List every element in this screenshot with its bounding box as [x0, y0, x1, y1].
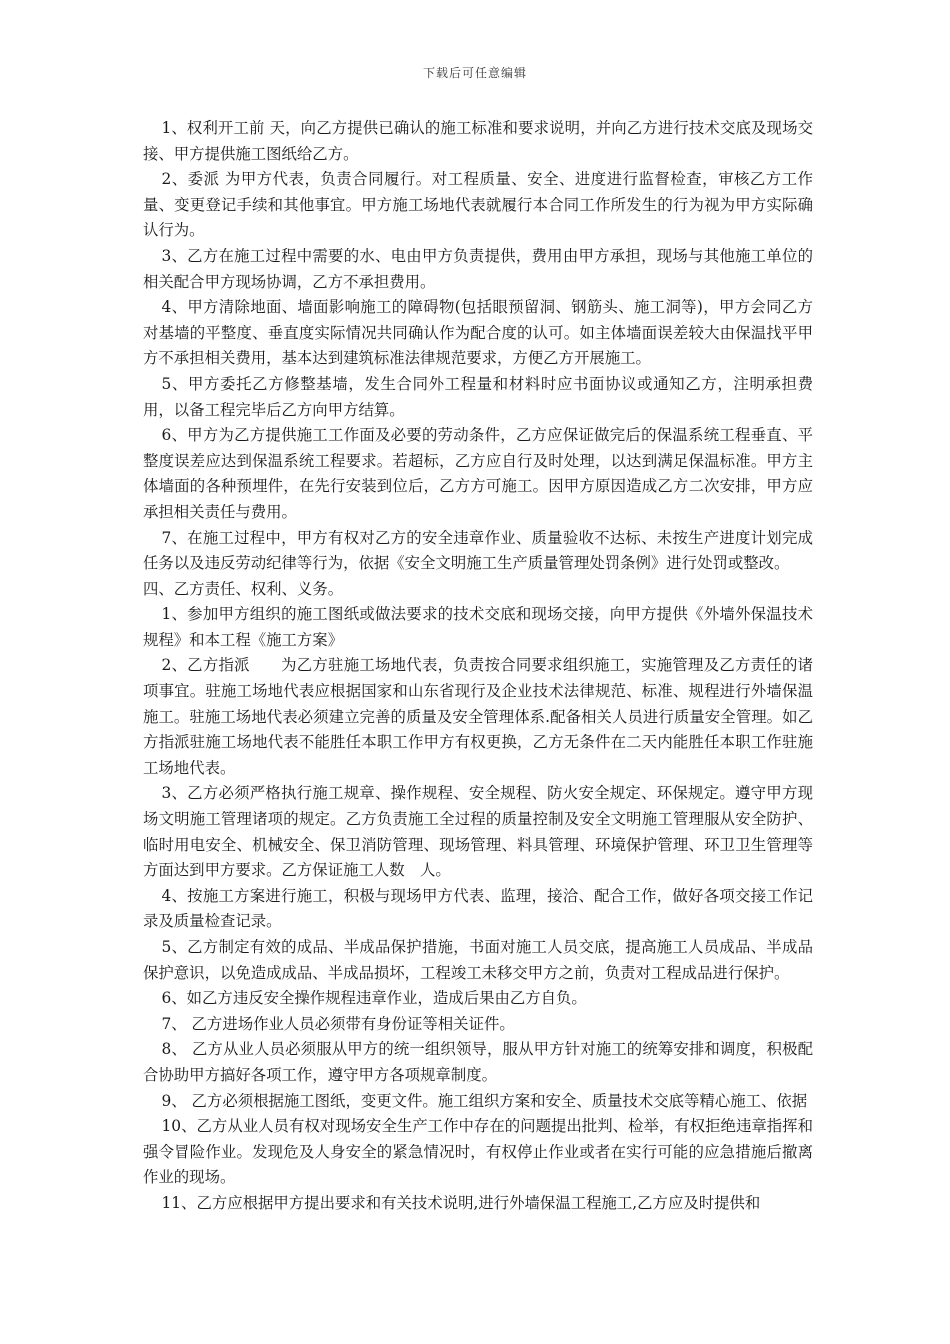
document-body	[143, 116, 813, 1217]
paragraph-clause-2: 2、委派 为甲方代表，负责合同履行。对工程质量、安全、进度进行监督检查，审核乙方工作量、变更登记手续和其他事宜。甲方施工场地代表就履行本合同工作所发生的行为视为甲方实际确认行为。	[143, 170, 813, 240]
paragraph-obligation-6: 6、如乙方违反安全操作规程违章作业，造成后果由乙方自负。	[161, 989, 587, 1008]
paragraph-clause-5: 5、甲方委托乙方修整基墙，发生合同外工程量和材料时应书面协议或通知乙方，注明承担费用，以备工程完毕后乙方向甲方结算。	[143, 374, 813, 419]
paragraph-obligation-2: 2、乙方指派 为乙方驻施工场地代表，负责按合同要求组织施工，实施管理及乙方责任的诸项事宜。驻施工场地代表应根据国家和山东省现行及企业技术法律规范、标准、规程进行外墙保温施工。驻施工场地代表必须建立完善的质量及安全管理体系.配备相关人员进行质量安全管理。如乙方指派驻施工场地代表不能胜任本职工作甲方有权更换，乙方无条件在二天内能胜任本职工作驻施工场地代表。	[143, 656, 813, 777]
paragraph-clause-7: 7、在施工过程中，甲方有权对乙方的安全违章作业、质量验收不达标、未按生产进度计划完成任务以及违反劳动纪律等行为，依据《安全文明施工生产质量管理处罚条例》进行处罚或整改。	[143, 528, 813, 573]
paragraph-obligation-10: 10、乙方从业人员有权对现场安全生产工作中存在的问题提出批判、检举，有权拒绝违章指挥和强令冒险作业。发现危及人身安全的紧急情况时，有权停止作业或者在实行可能的应急措施后撤离作业的现场。	[143, 1117, 813, 1187]
paragraph-clause-3: 3、乙方在施工过程中需要的水、电由甲方负责提供，费用由甲方承担，现场与其他施工单位的相关配合甲方现场协调，乙方不承担费用。	[143, 246, 813, 291]
section-heading: 四、乙方责任、权利、义务。	[143, 579, 344, 598]
paragraph-obligation-8: 8、 乙方从业人员必须服从甲方的统一组织领导，服从甲方针对施工的统筹安排和调度，积极配合协助甲方搞好各项工作，遵守甲方各项规章制度。	[143, 1040, 813, 1084]
paragraph-obligation-7: 7、 乙方进场作业人员必须带有身份证等相关证件。	[161, 1014, 515, 1033]
paragraph-obligation-4: 4、按施工方案进行施工，积极与现场甲方代表、监理，接洽、配合工作，做好各项交接工作记录及质量检查记录。	[143, 886, 813, 931]
paragraph-clause-4: 4、甲方清除地面、墙面影响施工的障碍物(包括眼预留洞、钢筋头、施工洞等)，甲方会同乙方对基墙的平整度、垂直度实际情况共同确认作为配合度的认可。如主体墙面误差较大由保温找平甲方不承担相关费用，基本达到建筑标准法律规范要求，方便乙方开展施工。	[143, 298, 813, 368]
paragraph-obligation-11: 11、乙方应根据甲方提出要求和有关技术说明,进行外墙保温工程施工,乙方应及时提供和	[161, 1193, 761, 1212]
paragraph-obligation-5: 5、乙方制定有效的成品、半成品保护措施，书面对施工人员交底，提高施工人员成品、半成品保护意识，以免造成成品、半成品损坏，工程竣工未移交甲方之前，负责对工程成品进行保护。	[143, 938, 813, 982]
paragraph-clause-6: 6、甲方为乙方提供施工工作面及必要的劳动条件，乙方应保证做完后的保温系统工程垂直、平整度误差应达到保温系统工程要求。若超标，乙方应自行及时处理，以达到满足保温标准。甲方主体墙面的各种预埋件，在先行安装到位后，乙方方可施工。因甲方原因造成乙方二次安排，甲方应承担相关责任与费用。	[143, 426, 813, 521]
paragraph-clause-1: 1、权利开工前 天，向乙方提供已确认的施工标准和要求说明，并向乙方进行技术交底及现场交接、甲方提供施工图纸给乙方。	[143, 119, 813, 163]
paragraph-obligation-3: 3、乙方必须严格执行施工规章、操作规程、安全规程、防火安全规定、环保规定。遵守甲方现场文明施工管理诸项的规定。乙方负责施工全过程的质量控制及安全文明施工管理服从安全防护、临时用电安全、机械安全、保卫消防管理、现场管理、料具管理、环境保护管理、环卫卫生管理等方面达到甲方要求。乙方保证施工人数 人。	[143, 784, 813, 880]
paragraph-obligation-9: 9、 乙方必须根据施工图纸，变更文件。施工组织方案和安全、质量技术交底等精心施工、依据	[161, 1091, 808, 1110]
paragraph-obligation-1: 1、参加甲方组织的施工图纸或做法要求的技术交底和现场交接，向甲方提供《外墙外保温技术规程》和本工程《施工方案》	[143, 605, 813, 649]
page-header: 下载后可任意编辑	[422, 66, 527, 80]
